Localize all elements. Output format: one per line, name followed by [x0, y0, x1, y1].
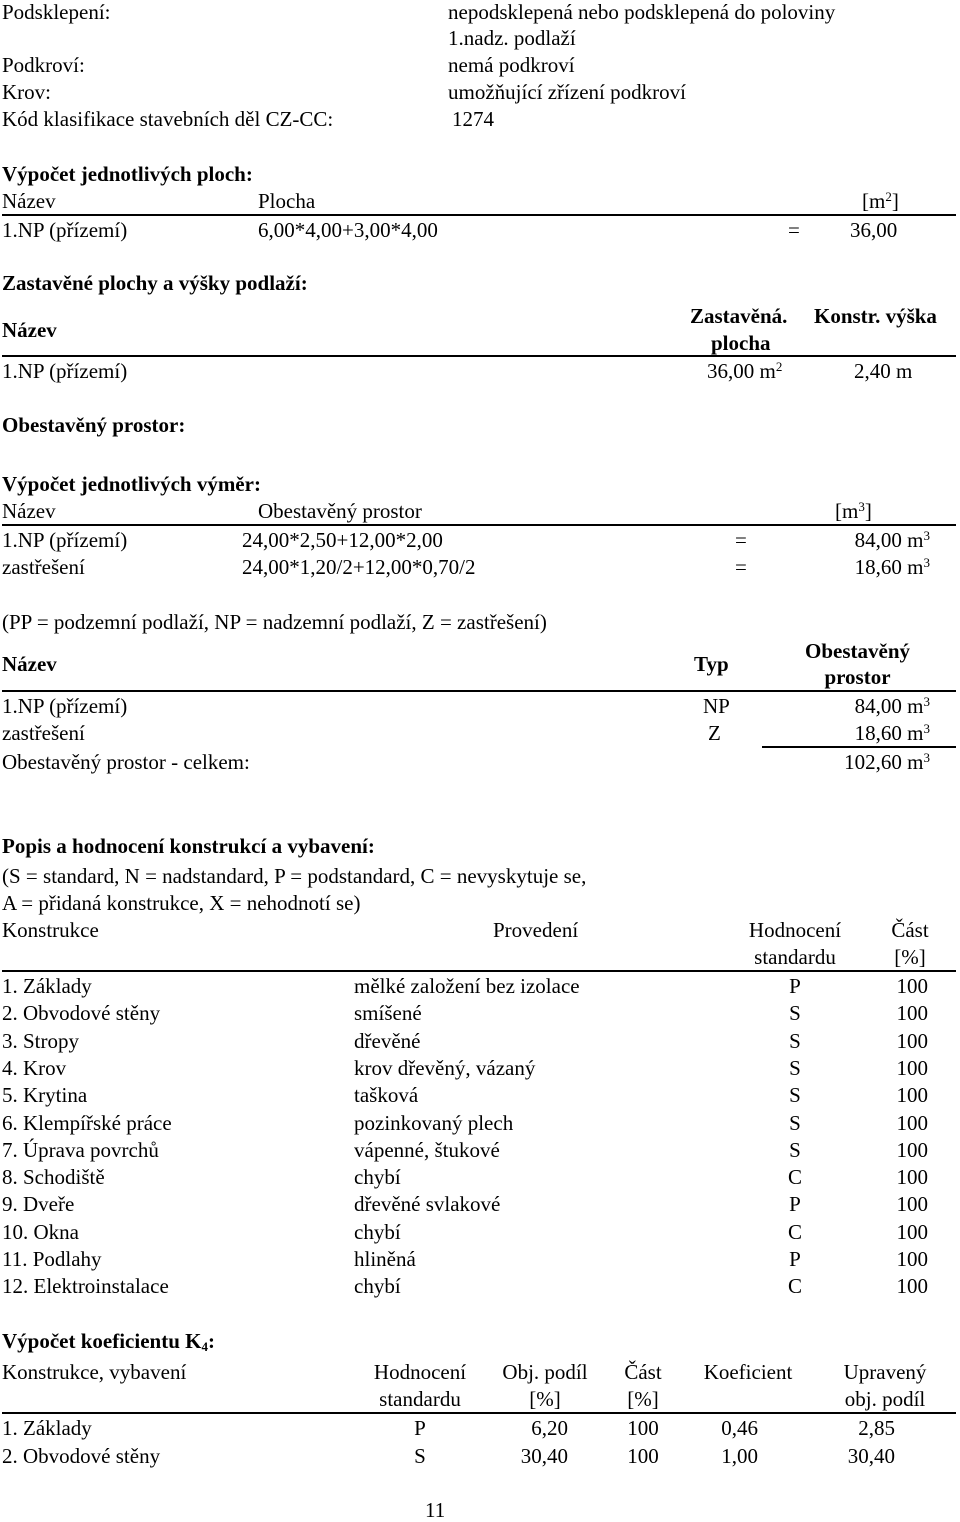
sum-col-prostor: Obestavěný: [805, 639, 910, 663]
divider: [2, 1412, 956, 1414]
koef-row-cast: 100: [627, 1444, 659, 1468]
vymery-row-eq: =: [735, 555, 747, 579]
koef-col-upraveny: Upravený: [843, 1360, 927, 1384]
popis-row-konstrukce: 1. Základy: [2, 974, 92, 998]
total-label: Obestavěný prostor - celkem:: [2, 750, 250, 774]
popis-row-cast: 100: [896, 1274, 928, 1299]
vymery-col-nazev: Název: [2, 499, 56, 523]
kod-value: 1274: [452, 107, 494, 131]
obestaveny-legend: (PP = podzemní podlaží, NP = nadzemní podlaží, Z = zastřešení): [2, 610, 547, 634]
koef-col-upraveny-cont: obj. podíl: [844, 1387, 926, 1411]
popis-row-provedeni: chybí: [354, 1219, 401, 1244]
kod-label: Kód klasifikace stavebních děl CZ-CC:: [2, 107, 334, 131]
popis-row-provedeni: dřevěné: [354, 1028, 421, 1053]
plochy-col-nazev: Název: [2, 189, 56, 213]
popis-row-cast: 100: [896, 974, 928, 998]
podsklepeni-value: nepodsklepená nebo podsklepená do poloviny: [448, 0, 836, 24]
vymery-row-name: 1.NP (přízemí): [2, 528, 128, 552]
koef-row-koeficient: 1,00: [721, 1444, 758, 1468]
popis-row-konstrukce: 10. Okna: [2, 1219, 79, 1244]
sum-row-name: 1.NP (přízemí): [2, 694, 128, 718]
total-value: 102,60 $m^3$: [844, 750, 930, 774]
koef-row-obj: 6,20: [531, 1416, 568, 1440]
koef-row-hodnoceni: P: [414, 1416, 426, 1440]
popis-row-provedeni: krov dřevěný, vázaný: [354, 1055, 536, 1080]
koef-col-cast: Část: [624, 1360, 662, 1384]
popis-heading: Popis a hodnocení konstrukcí a vybavení:: [2, 834, 375, 858]
divider: [2, 690, 956, 692]
koef-col-hodnoceni: Hodnocení: [373, 1360, 467, 1384]
plochy-heading: Výpočet jednotlivých ploch:: [2, 162, 253, 186]
popis-legend-cont: A = přidaná konstrukce, X = nehodnotí se): [2, 891, 361, 915]
divider: [2, 214, 956, 216]
vymery-row-formula: 24,00*2,50+12,00*2,00: [242, 528, 443, 552]
popis-row-provedeni: chybí: [354, 1165, 401, 1190]
popis-row-cast: 100: [896, 1001, 928, 1026]
popis-row-cast: 100: [896, 1137, 928, 1162]
koef-heading: Výpočet koeficientu $K_4$:: [2, 1329, 215, 1354]
koef-col-konstrukce: Konstrukce, vybavení: [2, 1360, 187, 1384]
obestaveny-heading: Obestavěný prostor:: [2, 413, 186, 437]
popis-row-provedeni: pozinkovaný plech: [354, 1110, 514, 1135]
podkrovi-label: Podkroví:: [2, 53, 85, 77]
koef-col-obj-cont: [%]: [529, 1387, 561, 1411]
popis-row-provedeni: mělké založení bez izolace: [354, 974, 580, 998]
popis-row-provedeni: hliněná: [354, 1247, 416, 1271]
koef-row-konstrukce: 1. Základy: [2, 1416, 92, 1440]
koef-col-hodnoceni-cont: standardu: [379, 1387, 461, 1411]
popis-row-konstrukce: 6. Klempířské práce: [2, 1110, 172, 1135]
koef-col-obj: Obj. podíl: [502, 1360, 588, 1384]
koef-row-hodnoceni: S: [414, 1444, 426, 1468]
sum-row-typ: NP: [703, 694, 730, 718]
popis-row-hodnoceni: S: [789, 1055, 801, 1080]
popis-row-konstrukce: 8. Schodiště: [2, 1165, 105, 1190]
sum-col-prostor-cont: prostor: [824, 665, 891, 689]
popis-row-cast: 100: [896, 1247, 928, 1271]
koef-col-koeficient: Koeficient: [703, 1360, 793, 1384]
popis-row-hodnoceni: S: [789, 1001, 801, 1026]
popis-row-cast: 100: [896, 1219, 928, 1244]
popis-legend: (S = standard, N = nadstandard, P = podstandard, C = nevyskytuje se,: [2, 864, 587, 888]
popis-row-konstrukce: 7. Úprava povrchů: [2, 1137, 159, 1162]
plochy-row-eq: =: [788, 218, 800, 242]
plochy-row-formula: 6,00*4,00+3,00*4,00: [258, 218, 438, 242]
zastavene-row-area: 36,00 $m^2$: [707, 359, 783, 383]
popis-col-hodnoceni: Hodnocení: [748, 918, 842, 942]
popis-col-konstrukce: Konstrukce: [2, 918, 99, 942]
popis-row-hodnoceni: S: [789, 1110, 801, 1135]
podsklepeni-value-cont: 1.nadz. podlaží: [448, 26, 576, 50]
koef-row-cast: 100: [627, 1416, 659, 1440]
vymery-unit: $[m^3]$: [835, 499, 872, 523]
plochy-col-plocha: Plocha: [258, 189, 316, 213]
popis-row-hodnoceni: C: [787, 1219, 802, 1244]
vymery-row-formula: 24,00*1,20/2+12,00*0,70/2: [242, 555, 476, 579]
popis-row-konstrukce: 2. Obvodové stěny: [2, 1001, 161, 1026]
popis-col-hodnoceni-cont: standardu: [754, 945, 836, 969]
popis-row-konstrukce: 4. Krov: [2, 1055, 67, 1080]
popis-row-hodnoceni: P: [789, 974, 801, 998]
vymery-row-value: 84,00 $m^3$: [854, 528, 930, 552]
popis-row-hodnoceni: S: [789, 1083, 801, 1108]
sum-col-nazev: Název: [2, 652, 57, 676]
koef-row-koeficient: 0,46: [721, 1416, 758, 1440]
koef-row-upraveny: 2,85: [858, 1416, 895, 1440]
podkrovi-value: nemá podkroví: [448, 53, 575, 77]
krov-value: umožňující zřízení podkroví: [448, 80, 686, 104]
popis-row-cast: 100: [896, 1110, 928, 1135]
popis-row-konstrukce: 11. Podlahy: [2, 1247, 102, 1271]
zastavene-col-nazev: Název: [2, 318, 57, 342]
sum-row-value: 18,60 $m^3$: [854, 721, 930, 745]
divider: [2, 524, 956, 526]
popis-row-hodnoceni: S: [789, 1137, 801, 1162]
vymery-row-name: zastřešení: [2, 555, 85, 579]
popis-row-provedeni: smíšené: [354, 1001, 422, 1026]
popis-row-konstrukce: 5. Krytina: [2, 1083, 88, 1108]
zastavene-col-vyska: Konstr. výška: [814, 304, 937, 328]
popis-row-konstrukce: 12. Elektroinstalace: [2, 1274, 169, 1299]
podsklepeni-label: Podsklepení:: [2, 0, 111, 24]
krov-label: Krov:: [2, 80, 51, 104]
popis-row-konstrukce: 3. Stropy: [2, 1028, 80, 1053]
popis-row-provedeni: vápenné, štukové: [354, 1137, 500, 1162]
sum-row-value: 84,00 $m^3$: [854, 694, 930, 718]
sum-col-typ: Typ: [694, 652, 729, 676]
zastavene-heading: Zastavěné plochy a výšky podlaží:: [2, 271, 308, 295]
zastavene-col-zastavena-cont: plocha: [711, 331, 771, 355]
popis-row-cast: 100: [896, 1028, 928, 1053]
popis-row-hodnoceni: P: [789, 1192, 801, 1217]
vymery-row-eq: =: [735, 528, 747, 552]
koef-col-cast-cont: [%]: [627, 1387, 659, 1411]
vymery-col-prostor: Obestavěný prostor: [258, 499, 422, 523]
plochy-row-value: 36,00: [850, 218, 898, 242]
zastavene-row-name: 1.NP (přízemí): [2, 359, 128, 383]
sum-row-typ: Z: [708, 721, 721, 745]
zastavene-row-height: 2,40 m: [854, 359, 913, 383]
popis-col-cast-cont: [%]: [894, 945, 926, 969]
koef-row-upraveny: 30,40: [847, 1444, 895, 1468]
sum-underline: [762, 746, 956, 748]
plochy-unit: $[m^2]$: [862, 189, 899, 213]
popis-row-hodnoceni: P: [789, 1247, 801, 1271]
divider: [2, 355, 956, 357]
popis-row-provedeni: tašková: [354, 1083, 419, 1108]
vymery-heading: Výpočet jednotlivých výměr:: [2, 472, 261, 496]
popis-row-cast: 100: [896, 1165, 928, 1190]
popis-row-konstrukce: 9. Dveře: [2, 1192, 75, 1217]
popis-row-cast: 100: [896, 1055, 928, 1080]
vymery-row-value: 18,60 $m^3$: [854, 555, 930, 579]
popis-row-provedeni: dřevěné svlakové: [354, 1192, 501, 1217]
sum-row-name: zastřešení: [2, 721, 85, 745]
divider: [2, 970, 956, 972]
popis-col-cast: Část: [891, 918, 929, 942]
popis-row-provedeni: chybí: [354, 1274, 401, 1299]
koef-row-obj: 30,40: [520, 1444, 568, 1468]
popis-row-hodnoceni: C: [787, 1165, 802, 1190]
popis-row-cast: 100: [896, 1083, 928, 1108]
plochy-row-name: 1.NP (přízemí): [2, 218, 128, 242]
popis-row-hodnoceni: S: [789, 1028, 801, 1053]
koef-row-konstrukce: 2. Obvodové stěny: [2, 1444, 161, 1468]
zastavene-col-zastavena: Zastavěná.: [690, 304, 788, 328]
page-number: 11: [425, 1498, 446, 1522]
popis-row-hodnoceni: C: [787, 1274, 802, 1299]
popis-col-provedeni: Provedení: [493, 918, 579, 942]
popis-row-cast: 100: [896, 1192, 928, 1217]
